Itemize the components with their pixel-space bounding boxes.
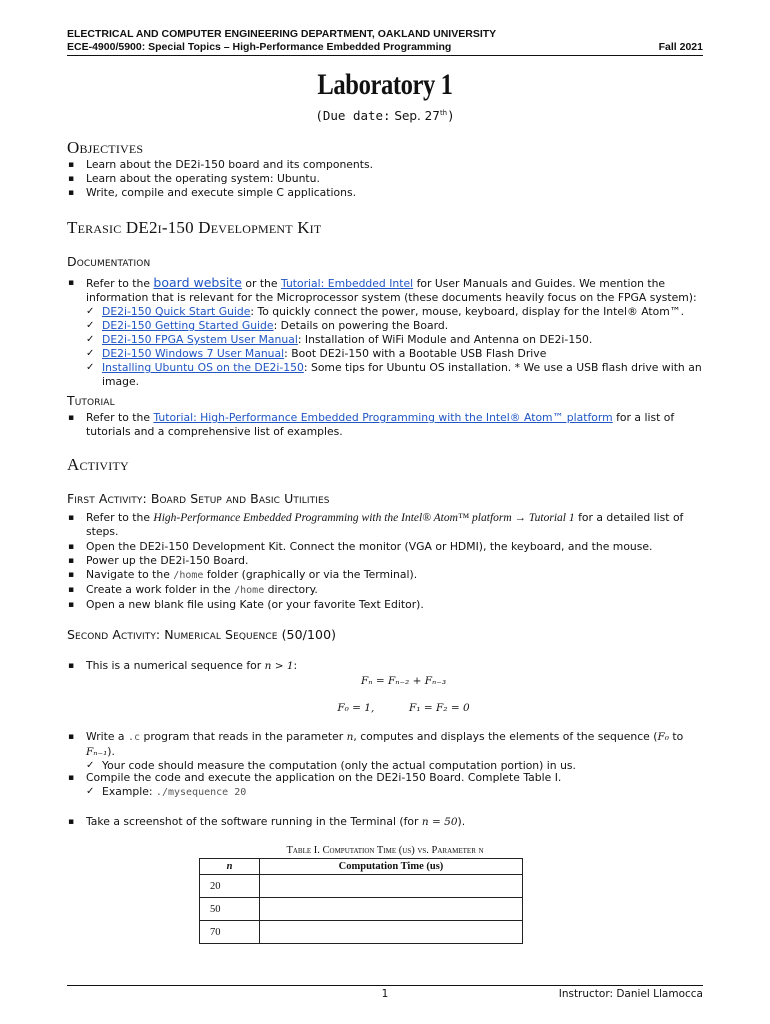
list-item — [67, 511, 703, 539]
table-caption: Table I. Computation Time (us) vs. Parameter n — [286, 845, 484, 856]
manual-desc: : Some tips for Ubuntu OS installation. * We use a USB flash drive with an image. — [102, 361, 702, 388]
page-title: Laboratory 1 — [317, 68, 453, 101]
list-item — [86, 305, 703, 319]
table-row — [200, 921, 523, 944]
kit-heading: Terasic DE2i-150 Development Kit — [67, 218, 322, 237]
tutorial-text-2: for a list of tutorials and a comprehensive list of examples. — [86, 411, 675, 438]
list-item — [86, 347, 703, 361]
activity-heading: Activity — [67, 455, 129, 474]
intro-text: This is a numerical sequence for — [86, 659, 262, 672]
list-item: ✓ Your code should measure the computation (only the actual computation portion) in us. — [86, 759, 703, 773]
ref-suffix: for a detailed list of steps. — [86, 511, 684, 538]
list-item — [67, 815, 703, 829]
list-item — [86, 785, 703, 800]
list-item: ▪ Open the DE2i-150 Development Kit. Connect the monitor (VGA or HDMI), the keyboard, and the mouse. — [67, 540, 703, 554]
step-text: folder (graphically or via the Terminal). — [206, 568, 418, 581]
compile-sublist — [86, 785, 703, 800]
list-item — [67, 771, 703, 800]
doc-text-2: or the — [245, 277, 278, 290]
fpga-user-manual-link[interactable]: DE2i-150 FPGA System User Manual — [102, 333, 298, 346]
list-item — [67, 411, 703, 439]
table-header-row — [200, 859, 523, 875]
list-item — [67, 583, 703, 598]
header-term: Fall 2021 — [658, 41, 703, 53]
table-cell-time — [260, 921, 523, 944]
getting-started-guide-link[interactable]: DE2i-150 Getting Started Guide — [102, 319, 274, 332]
manual-desc: : Boot DE2i-150 with a Bootable USB Flash Drive — [284, 347, 547, 360]
hpep-tutorial-link[interactable]: Tutorial: High-Performance Embedded Programming with the Intel® Atom™ platform — [153, 411, 613, 424]
intro-colon: : — [293, 659, 298, 672]
list-item: ▪ Learn about the operating system: Ubuntu. — [67, 172, 703, 186]
second-activity-heading: Second Activity: Numerical Sequence (50/100) — [67, 627, 337, 642]
example-command: ./mysequence 20 — [155, 787, 247, 798]
equation-recurrence: Fₙ = Fₙ₋₂ + Fₙ₋₃ — [360, 675, 447, 687]
manual-desc: : To quickly connect the power, mouse, keyboard, display for the Intel® Atom™. — [250, 305, 685, 318]
write-text: to — [672, 730, 684, 743]
computation-time-table — [199, 858, 523, 944]
list-item — [67, 730, 703, 773]
eq-initial-f1f2: F₁ = F₂ = 0 — [409, 702, 470, 714]
math-fn1: Fₙ₋₁ — [86, 746, 108, 758]
table-cell-time — [260, 875, 523, 898]
table-row — [200, 875, 523, 898]
manual-desc: : Details on powering the Board. — [273, 319, 449, 332]
intro-math: n > 1 — [264, 660, 294, 672]
tutorial-heading: Tutorial — [67, 393, 115, 408]
table-cell-time — [260, 898, 523, 921]
page-number: 1 — [381, 988, 389, 1000]
header-rule — [67, 55, 703, 56]
math-f0: F₀ — [657, 731, 669, 743]
installing-ubuntu-link[interactable]: Installing Ubuntu OS on the DE2i-150 — [102, 361, 304, 374]
documentation-list — [67, 276, 703, 389]
first-activity-steps — [67, 540, 703, 612]
write-text: , computes and displays the elements of the sequence ( — [353, 730, 658, 743]
screenshot-text: Take a screenshot of the software running in the Terminal (for — [86, 815, 419, 828]
list-item — [67, 659, 703, 673]
objectives-heading: Objectives — [67, 138, 144, 157]
table-header-n: n — [200, 859, 260, 875]
example-label: Example: — [102, 785, 153, 798]
header-department: ELECTRICAL AND COMPUTER ENGINEERING DEPARTMENT, OAKLAND UNIVERSITY — [67, 28, 497, 40]
manual-desc: : Installation of WiFi Module and Antenna on DE2i-150. — [297, 333, 593, 346]
due-date-value: Sep. 27 — [394, 109, 440, 123]
compile-text: Compile the code and execute the application on the DE2i-150 Board. Complete Table I. — [86, 771, 562, 784]
ref-italic: High-Performance Embedded Programming with the Intel® Atom™ platform → Tutorial 1 — [153, 512, 575, 524]
list-item — [86, 361, 703, 389]
list-item: ▪ Learn about the DE2i-150 board and its components. — [67, 158, 703, 172]
footer-rule — [67, 985, 703, 986]
windows7-user-manual-link[interactable]: DE2i-150 Windows 7 User Manual — [102, 347, 285, 360]
first-activity-ref — [67, 511, 703, 539]
list-item: ▪ Write, compile and execute simple C applications. — [67, 186, 703, 200]
list-item — [86, 333, 703, 347]
compile-item — [67, 771, 703, 800]
table-header-time: Computation Time (us) — [260, 859, 523, 875]
table-row — [200, 898, 523, 921]
write-text: ). — [107, 745, 115, 758]
due-date-sup: th — [439, 109, 448, 117]
header-course: ECE-4900/5900: Special Topics – High-Performance Embedded Programming — [67, 41, 452, 53]
home-path-code: /home — [173, 570, 204, 581]
sequence-intro — [67, 659, 703, 673]
list-item: ▪ Open a new blank file using Kate (or your favorite Text Editor). — [67, 598, 703, 612]
param-n: n — [346, 731, 354, 743]
list-item — [67, 276, 703, 389]
screenshot-math: n = 50 — [421, 816, 458, 828]
table-cell-n: 50 — [200, 898, 260, 921]
ref-prefix: Refer to the — [86, 511, 150, 524]
instructor-name: Instructor: Daniel Llamocca — [558, 988, 703, 1000]
write-text: program that reads in the parameter — [143, 730, 344, 743]
screenshot-item — [67, 815, 703, 829]
step-text: Create a work folder in the — [86, 583, 231, 596]
board-website-link[interactable]: board website — [153, 275, 242, 290]
tutorial-embedded-intel-link[interactable]: Tutorial: Embedded Intel — [280, 277, 414, 290]
due-date — [0, 108, 770, 123]
tutorial-text-1: Refer to the — [86, 411, 150, 424]
equation-initial — [37, 702, 770, 714]
step-text: directory. — [267, 583, 318, 596]
doc-text-1: Refer to the — [86, 277, 150, 290]
step-text: Navigate to the — [86, 568, 170, 581]
write-text: Write a — [86, 730, 125, 743]
first-activity-heading: First Activity: Board Setup and Basic Utilities — [67, 491, 330, 506]
list-item — [67, 568, 703, 583]
list-item: ▪ Power up the DE2i-150 Board. — [67, 554, 703, 568]
quick-start-guide-link[interactable]: DE2i-150 Quick Start Guide — [102, 305, 251, 318]
doc-text-3: for User Manuals and Guides. We mention the information that is relevant for the Microprocessor system (these documents heavily focus on the FPGA system): — [86, 277, 697, 304]
eq-initial-f0: F₀ = 1, — [337, 702, 375, 714]
c-ext-code: .c — [128, 732, 141, 743]
manuals-list — [86, 305, 703, 389]
screenshot-text: ). — [457, 815, 466, 828]
write-program-item — [67, 730, 703, 773]
due-suffix: ) — [447, 108, 455, 123]
home-path-code: /home — [234, 585, 265, 596]
list-item — [86, 319, 703, 333]
due-prefix: (Due date: — [315, 108, 391, 123]
table-cell-n: 20 — [200, 875, 260, 898]
tutorial-list — [67, 411, 703, 439]
objectives-list — [67, 158, 703, 200]
documentation-heading: Documentation — [67, 254, 151, 269]
table-cell-n: 70 — [200, 921, 260, 944]
